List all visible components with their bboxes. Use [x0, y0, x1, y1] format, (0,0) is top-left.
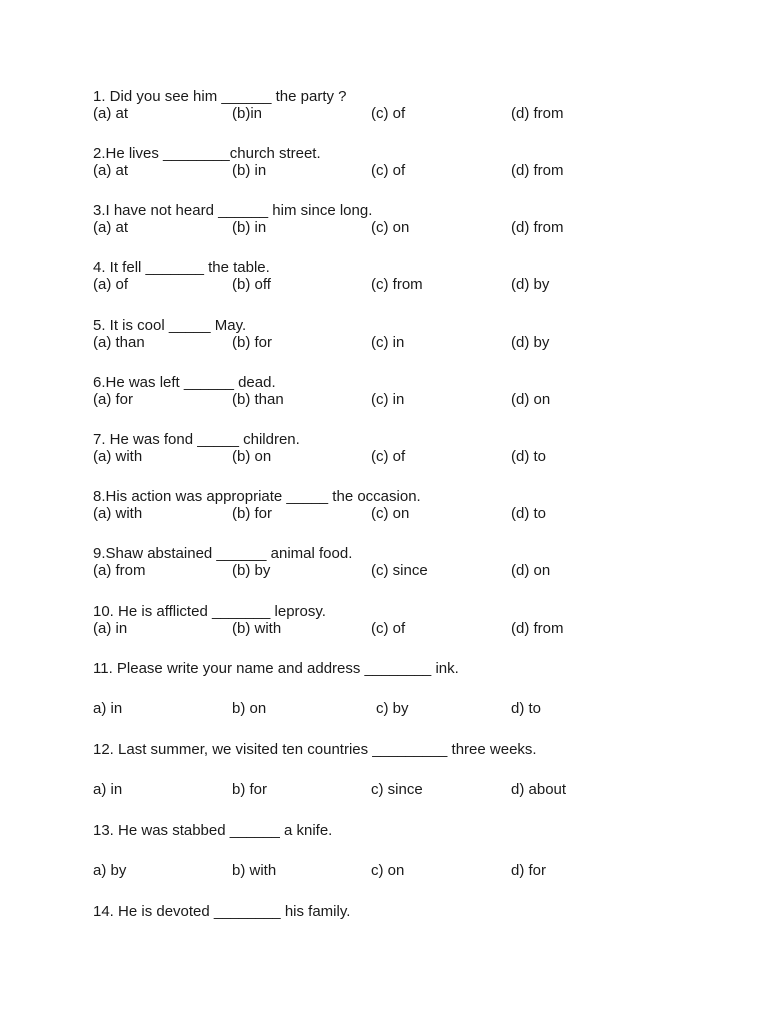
option-c: (c) in: [371, 391, 405, 408]
question-9: [93, 545, 713, 579]
question-4: [93, 259, 713, 293]
question-stem: 8.His action was appropriate _____ the occasion.: [93, 488, 421, 505]
option-a: (a) of: [93, 276, 129, 293]
question-stem: 6.He was left ______ dead.: [93, 374, 276, 391]
option-c: (c) on: [371, 505, 410, 522]
option-d: d) to: [511, 700, 542, 717]
question-stem: 2.He lives ________church street.: [93, 145, 321, 162]
option-b: b) with: [232, 862, 277, 879]
option-b: (b) with: [232, 620, 282, 637]
question-stem: 9.Shaw abstained ______ animal food.: [93, 545, 353, 562]
question-1: [93, 88, 713, 122]
option-d: (d) on: [511, 562, 551, 579]
option-b: (b) than: [232, 391, 284, 408]
option-d: (d) to: [511, 505, 547, 522]
option-a: (a) for: [93, 391, 134, 408]
option-row: [93, 700, 713, 717]
option-a: (a) than: [93, 334, 145, 351]
question-stem: 5. It is cool _____ May.: [93, 317, 247, 334]
option-b: b) for: [232, 781, 268, 798]
option-a: (a) with: [93, 505, 143, 522]
option-a: (a) from: [93, 562, 146, 579]
option-row: [93, 562, 713, 579]
option-c: (c) of: [371, 162, 406, 179]
option-a: (a) at: [93, 219, 129, 236]
question-2: [93, 145, 713, 179]
option-b: b) on: [232, 700, 267, 717]
option-d: (d) from: [511, 105, 564, 122]
option-b: (b) in: [232, 162, 267, 179]
option-c: (c) from: [371, 276, 423, 293]
option-a: a) by: [93, 862, 127, 879]
option-row: [93, 862, 713, 879]
option-c: (c) of: [371, 105, 406, 122]
option-c: c) since: [371, 781, 423, 798]
question-10: [93, 603, 713, 637]
question-8: [93, 488, 713, 522]
option-d: (d) by: [511, 276, 550, 293]
option-b: (b) on: [232, 448, 272, 465]
option-b: (b) for: [232, 505, 273, 522]
question-stem: 3.I have not heard ______ him since long.: [93, 202, 373, 219]
question-5: [93, 317, 713, 351]
question-stem: 11. Please write your name and address ________ ink.: [93, 660, 459, 677]
option-d: (d) to: [511, 448, 547, 465]
option-row: [93, 276, 713, 293]
option-c: (c) on: [371, 219, 410, 236]
option-d: (d) from: [511, 162, 564, 179]
option-row: [93, 219, 713, 236]
option-row: [93, 781, 713, 798]
option-d: d) about: [511, 781, 567, 798]
option-d: (d) from: [511, 219, 564, 236]
option-d: d) for: [511, 862, 547, 879]
option-a: (a) with: [93, 448, 143, 465]
question-3: [93, 202, 713, 236]
option-row: [93, 448, 713, 465]
question-11: [93, 660, 713, 717]
option-b: (b) off: [232, 276, 271, 293]
option-c: (c) since: [371, 562, 428, 579]
option-a: (a) at: [93, 105, 129, 122]
option-c: (c) of: [371, 620, 406, 637]
question-stem: 10. He is afflicted _______ leprosy.: [93, 603, 326, 620]
option-row: [93, 391, 713, 408]
option-a: (a) in: [93, 620, 128, 637]
question-13: [93, 822, 713, 879]
option-d: (d) by: [511, 334, 550, 351]
option-a: a) in: [93, 700, 123, 717]
option-d: (d) from: [511, 620, 564, 637]
option-c: c) by: [376, 700, 409, 717]
option-row: [93, 620, 713, 637]
option-c: c) on: [371, 862, 405, 879]
option-c: (c) in: [371, 334, 405, 351]
option-row: [93, 162, 713, 179]
question-stem: 12. Last summer, we visited ten countries _________ three weeks.: [93, 741, 537, 758]
option-b: (b) for: [232, 334, 273, 351]
question-stem: 13. He was stabbed ______ a knife.: [93, 822, 333, 839]
question-7: [93, 431, 713, 465]
option-row: [93, 105, 713, 122]
option-b: (b) by: [232, 562, 271, 579]
option-b: (b) in: [232, 219, 267, 236]
option-row: [93, 334, 713, 351]
option-d: (d) on: [511, 391, 551, 408]
option-b: (b)in: [232, 105, 263, 122]
question-14: [93, 903, 713, 920]
option-a: (a) at: [93, 162, 129, 179]
question-6: [93, 374, 713, 408]
question-stem: 1. Did you see him ______ the party ?: [93, 88, 347, 105]
question-12: [93, 741, 713, 798]
option-row: [93, 505, 713, 522]
option-a: a) in: [93, 781, 123, 798]
question-stem: 14. He is devoted ________ his family.: [93, 903, 351, 920]
option-c: (c) of: [371, 448, 406, 465]
question-stem: 7. He was fond _____ children.: [93, 431, 300, 448]
question-stem: 4. It fell _______ the table.: [93, 259, 270, 276]
